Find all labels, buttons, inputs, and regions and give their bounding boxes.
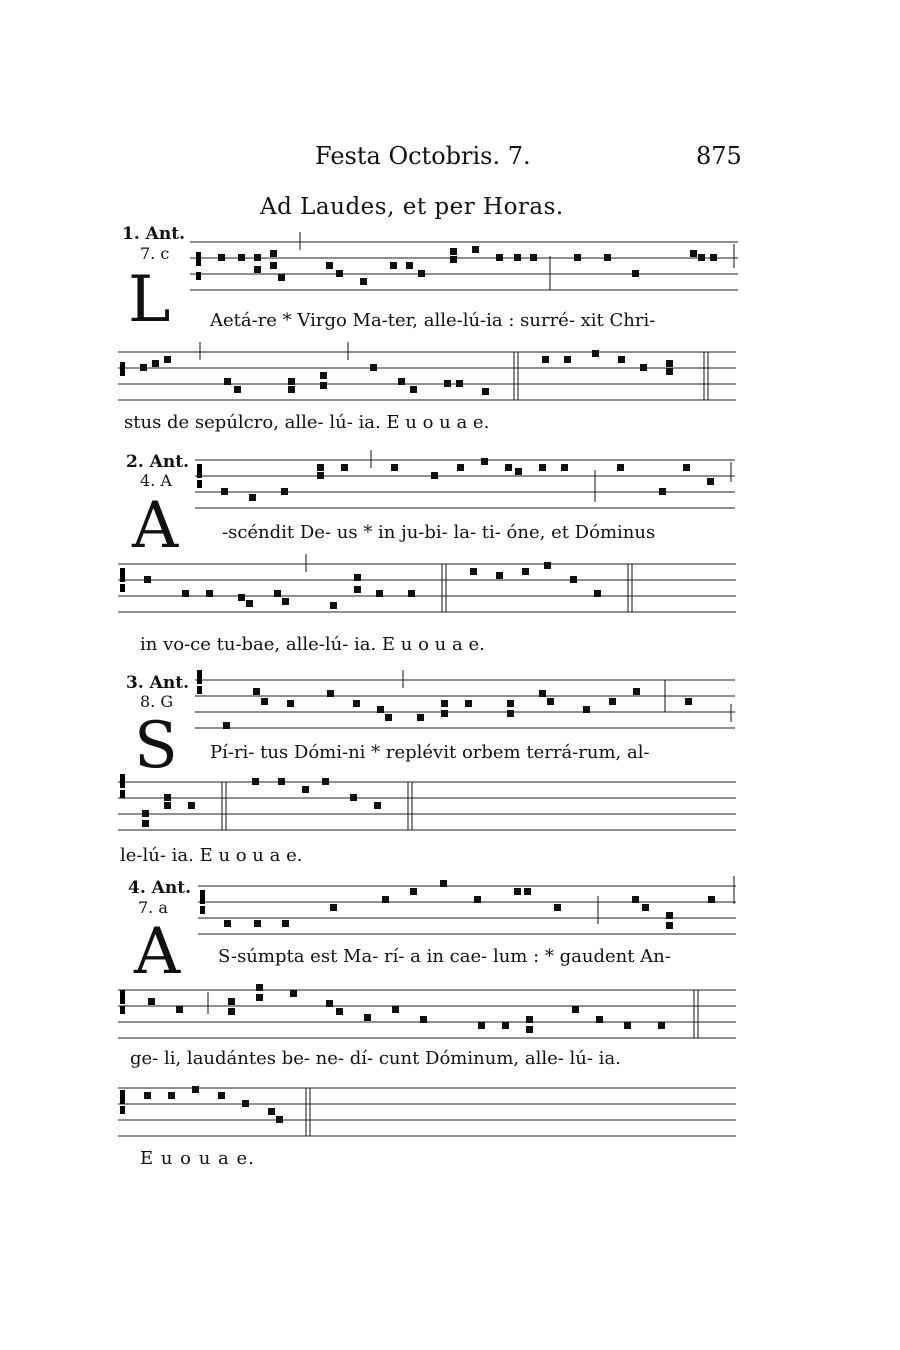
- clef: [197, 464, 202, 488]
- neumes: [223, 688, 692, 729]
- antiphon-1-staff-1: [190, 240, 740, 302]
- neumes: [140, 350, 673, 395]
- antiphon-4-initial: A: [134, 915, 181, 989]
- running-title: Festa Octobris. 7.: [315, 142, 531, 170]
- neumes: [221, 458, 714, 501]
- antiphon-3-lyric-line-2: le-lú- ia. E u o u a e.: [120, 845, 303, 866]
- clef: [120, 1090, 125, 1114]
- staff-lines: [118, 782, 736, 830]
- clef: [120, 990, 125, 1014]
- antiphon-2-lyric-line-2: in vo-ce tu-bae, alle-lú- ia. E u o u a e.: [140, 634, 485, 655]
- antiphon-2-mode: 4. A: [140, 471, 172, 490]
- antiphon-2-staff-2: [118, 562, 738, 624]
- antiphon-3-label: 3. Ant.: [126, 673, 189, 693]
- staff-lines: [118, 1088, 736, 1136]
- antiphon-4-staff-3: [118, 1086, 738, 1148]
- antiphon-4-lyric-line-1: S-súmpta est Ma- rí- a in cae- lum : * gaudent An-: [218, 946, 671, 967]
- staff-lines: [118, 352, 736, 400]
- antiphon-2-staff-1: [195, 458, 740, 520]
- staff-lines: [195, 460, 735, 508]
- bar-lines: [200, 342, 708, 400]
- antiphon-1-lyric-line-1: Aetá-re * Virgo Ma-ter, alle-lú-ia : surré- xit Chri-: [210, 310, 656, 331]
- antiphon-4-staff-2: [118, 988, 738, 1050]
- antiphon-1-mode: 7. c: [140, 244, 170, 263]
- antiphon-3-mode: 8. G: [140, 692, 174, 711]
- antiphon-2-label: 2. Ant.: [126, 452, 189, 472]
- bar-lines: [208, 990, 698, 1038]
- staff-lines: [118, 564, 736, 612]
- section-title: Ad Laudes, et per Horas.: [260, 194, 564, 220]
- antiphon-3-lyric-line-1: Pí-ri- tus Dómi-ni * replévit orbem terrá-rum, al-: [210, 742, 650, 763]
- antiphon-2-lyric-line-1: -scéndit De- us * in ju-bi- la- ti- óne, et Dóminus: [222, 522, 656, 543]
- page-number: 875: [696, 142, 742, 170]
- antiphon-3-staff-1: [195, 678, 740, 740]
- clef: [120, 774, 125, 798]
- antiphon-4-mode: 7. a: [138, 898, 168, 917]
- antiphon-4-staff-1: [198, 884, 740, 946]
- antiphon-3-staff-2: [118, 780, 738, 842]
- bar-lines: [222, 782, 412, 830]
- clef: [197, 670, 202, 694]
- neumes: [142, 778, 381, 827]
- clef: [120, 362, 125, 376]
- antiphon-4-lyric-line-3: E u o u a e.: [140, 1148, 255, 1169]
- antiphon-3-initial: S: [134, 709, 178, 783]
- neumes: [144, 562, 601, 609]
- antiphon-1-label: 1. Ant.: [122, 224, 185, 244]
- staff-lines: [118, 990, 736, 1038]
- antiphon-4-lyric-line-2: ge- li, laudántes be- ne- dí- cunt Dóminum, alle- lú- ia.: [130, 1048, 621, 1069]
- bar-lines: [306, 1088, 310, 1136]
- neumes: [148, 984, 665, 1033]
- staff-lines: [198, 886, 736, 934]
- antiphon-1-staff-2: [118, 350, 738, 412]
- bar-lines: [306, 554, 632, 612]
- clef: [200, 890, 205, 914]
- antiphon-4-label: 4. Ant.: [128, 878, 191, 898]
- clef: [120, 568, 125, 592]
- antiphon-1-lyric-line-2: stus de sepúlcro, alle- lú- ia. E u o u a e.: [124, 412, 490, 433]
- neumes: [218, 246, 717, 285]
- antiphon-1-initial: L: [128, 263, 171, 337]
- clef: [196, 252, 201, 280]
- antiphon-2-initial: A: [132, 489, 179, 563]
- neumes: [224, 880, 715, 929]
